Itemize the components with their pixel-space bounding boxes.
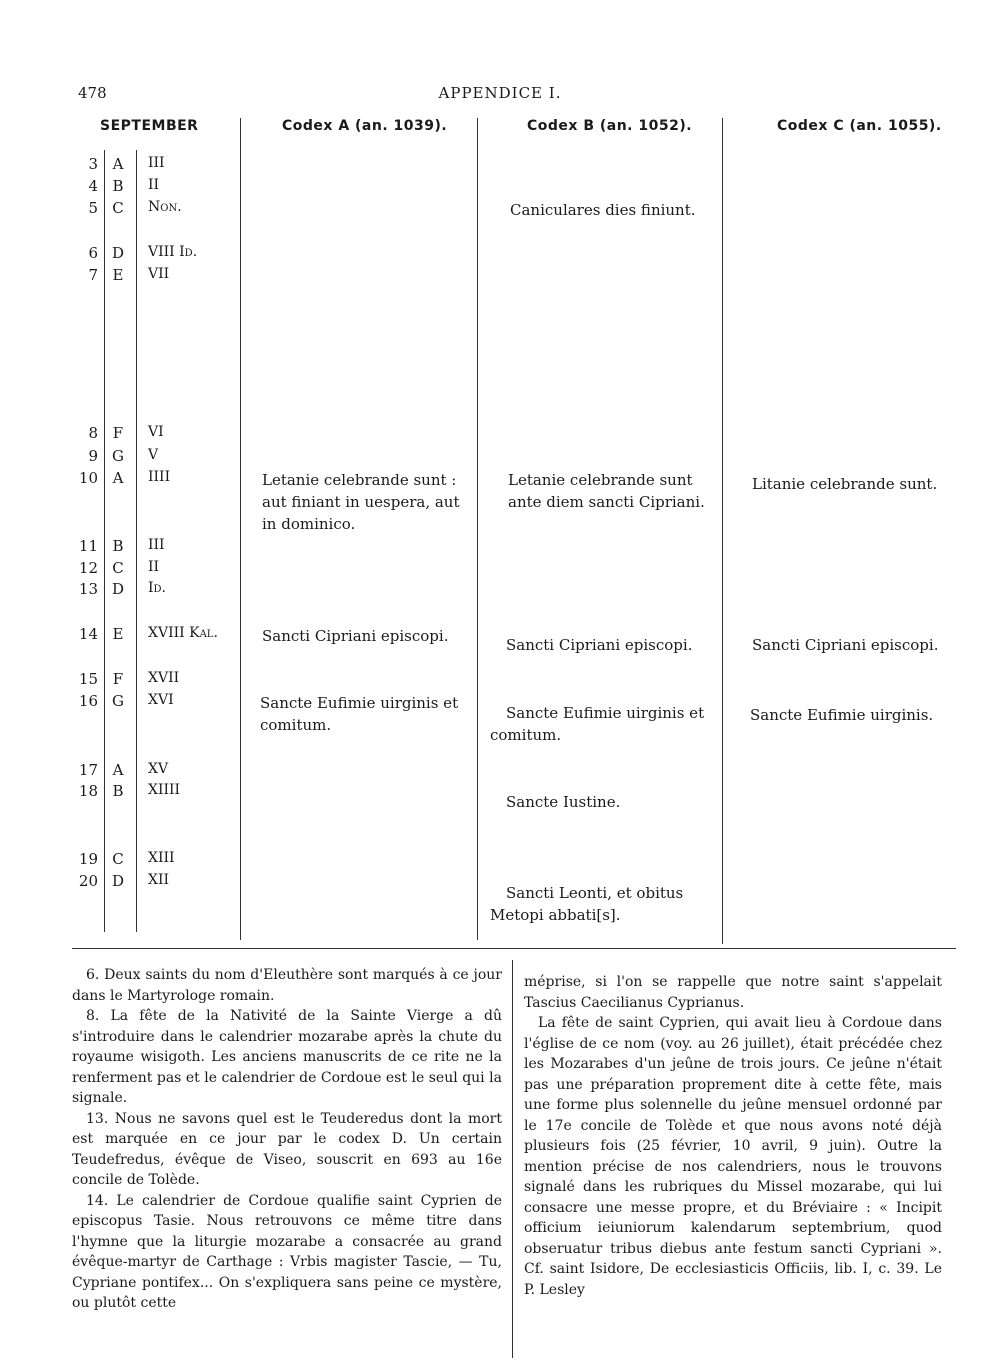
dominical-letter: C: [112, 559, 124, 577]
codex-c-entry-16: Sancte Eufimie uirginis.: [750, 706, 934, 724]
day-number: 4: [88, 177, 98, 195]
calendar-row: [76, 692, 256, 714]
day-number: 12: [78, 559, 98, 577]
codex-b-entry-5: Caniculares dies finiunt.: [510, 201, 696, 219]
footnote-14-paragraph: La fête de saint Cyprien, qui avait lieu à Cordoue dans l'église de ce nom (voy. au 26 juillet), était précédée chez les Mozarabes d'un jeûne de trois jours. Ce jeûne n'était pas une préparation proprement dite à cette fête, mais une forme plus solennelle du jeûne mensuel ordonné par le 17e concile de Tolède et que nous avons noté déjà plusieurs fois (25 février, 10 avril, 9 juin). Outre la mention précise de nos calendriers, nous le trouvons signalé dans les rubriques du Missel mozarabe, qui lui consacre une messe propre, et du Bréviaire : « Incipit officium ieiuniorum kalendarum septembrium, quod obseruatur tribus diebus ante festum sancti Cypriani ». Cf. saint Isidore, De ecclesiasticis Officiis, lib. I, c. 39. Le P. Lesley: [524, 1015, 942, 1298]
roman-date: II: [148, 177, 160, 193]
codex-c-entry-10: Litanie celebrande sunt.: [752, 475, 938, 493]
dominical-letter: A: [112, 761, 124, 779]
calendar-row: [76, 424, 256, 446]
dominical-letter: D: [111, 872, 125, 890]
codex-a-entry-10: Letanie celebrande sunt : aut finiant in uespera, aut in dominico.: [262, 471, 460, 533]
footnote-13: 13. Nous ne savons quel est le Teuderedus dont la mort est marquée en ce jour par le codex D. Un certain Teudefredus, évêque de Viseo, souscrit en 693 au 16e concile de Tolède.: [72, 1110, 502, 1188]
calendar-row: [76, 872, 256, 894]
dominical-letter: B: [112, 782, 124, 800]
codex-b-entry-18: Sancte Iustine.: [506, 793, 621, 811]
dominical-letter: A: [112, 469, 124, 487]
day-number: 8: [88, 424, 98, 442]
calendar-row: [76, 537, 256, 559]
footnote-6: 6. Deux saints du nom d'Eleuthère sont marqués à ce jour dans le Martyrologe romain.: [72, 967, 502, 1004]
day-number: 15: [78, 670, 98, 688]
dominical-letter: C: [112, 850, 124, 868]
footnotes-left: [72, 965, 502, 1314]
calendar-row: [76, 447, 256, 469]
roman-date: III: [148, 155, 165, 171]
roman-date: II: [148, 559, 160, 575]
rule-vertical-codex-b: [477, 118, 478, 940]
dominical-letter: F: [112, 424, 124, 442]
roman-date: VI: [148, 424, 164, 440]
roman-date: XIIII: [148, 782, 181, 798]
codex-c-entry-14: Sancti Cipriani episcopi.: [752, 636, 939, 654]
codex-a-entry-16: Sancte Eufimie uirginis et comitum.: [260, 694, 459, 734]
dominical-letter: G: [112, 692, 124, 710]
day-number: 6: [88, 244, 98, 262]
calendar-row: [76, 266, 256, 288]
dominical-letter: B: [112, 537, 124, 555]
calendar-row: [76, 625, 256, 647]
roman-date: VIII Id.: [148, 244, 198, 260]
column-header-codex-a: Codex A (an. 1039).: [282, 118, 448, 134]
calendar-row: [76, 782, 256, 804]
roman-date: VII: [148, 266, 170, 282]
day-number: 16: [78, 692, 98, 710]
roman-date: IIII: [148, 469, 171, 485]
day-number: 10: [78, 469, 98, 487]
day-number: 3: [88, 155, 98, 173]
day-number: 11: [78, 537, 98, 555]
dominical-letter: D: [111, 580, 125, 598]
roman-date: Id.: [148, 580, 166, 596]
roman-date: XVIII Kal.: [148, 625, 218, 641]
day-number: 20: [78, 872, 98, 890]
codex-b-entry-10: Letanie celebrande sunt ante diem sancti Cipriani.: [508, 471, 705, 511]
column-header-month: SEPTEMBER: [100, 118, 199, 134]
codex-a-entry-14: Sancti Cipriani episcopi.: [262, 627, 449, 645]
day-number: 14: [78, 625, 98, 643]
codex-b-entry-14: Sancti Cipriani episcopi.: [506, 636, 693, 654]
dominical-letter: E: [112, 625, 124, 643]
footnote-14: 14. Le calendrier de Cordoue qualifie saint Cyprien de episcopus Tasie. Nous retrouvons ce même titre dans l'hymne que la liturgie mozarabe a consacrée au grand évêque-martyr de Carthage : Vrbis magister Tascie, — Tu, Cypriane pontifex... On s'expliquera sans peine ce mystère, ou plutôt cette: [72, 1192, 502, 1311]
column-header-codex-c: Codex C (an. 1055).: [777, 118, 942, 134]
calendar-row: [76, 580, 256, 602]
calendar-row: [76, 850, 256, 872]
day-number: 5: [88, 199, 98, 217]
dominical-letter: G: [112, 447, 124, 465]
calendar-row: [76, 199, 256, 221]
calendar-row: [76, 469, 256, 491]
dominical-letter: A: [112, 155, 124, 173]
calendar-row: [76, 244, 256, 266]
footnote-8: 8. La fête de la Nativité de la Sainte Vierge a dû s'introduire dans le calendrier mozarabe après la chute du royaume wisigoth. Les anciens manuscrits de ce rite ne la renferment pas et le calendrier de Cordoue est le seul qui la signale.: [72, 1008, 502, 1106]
dominical-letter: F: [112, 670, 124, 688]
roman-date: XIII: [148, 850, 175, 866]
roman-date: III: [148, 537, 165, 553]
dominical-letter: C: [112, 199, 124, 217]
day-number: 18: [78, 782, 98, 800]
day-number: 7: [88, 266, 98, 284]
roman-date: V: [148, 447, 159, 463]
footnote-14-continued: méprise, si l'on se rappelle que notre saint s'appelait Tascius Caecilianus Cyprianus.: [524, 974, 942, 1011]
roman-date: XVI: [148, 692, 174, 708]
day-number: 9: [88, 447, 98, 465]
codex-b-entry-20: Sancti Leonti, et obitus Metopi abbati[s].: [490, 884, 684, 924]
roman-date: XVII: [148, 670, 180, 686]
day-number: 19: [78, 850, 98, 868]
calendar-row: [76, 155, 256, 177]
dominical-letter: B: [112, 177, 124, 195]
dominical-letter: E: [112, 266, 124, 284]
calendar-row: [76, 761, 256, 783]
calendar-row: [76, 177, 256, 199]
rule-vertical-codex-a: [240, 118, 241, 940]
codex-b-entry-16: Sancte Eufimie uirginis et comitum.: [490, 704, 705, 744]
roman-date: XII: [148, 872, 170, 888]
rule-footnote-divider: [512, 960, 513, 1358]
day-number: 17: [78, 761, 98, 779]
roman-date: XV: [148, 761, 169, 777]
roman-date: Non.: [148, 199, 182, 215]
rule-vertical-codex-c: [722, 118, 723, 944]
rule-table-bottom: [72, 948, 956, 949]
column-header-codex-b: Codex B (an. 1052).: [527, 118, 693, 134]
dominical-letter: D: [111, 244, 125, 262]
calendar-row: [76, 559, 256, 581]
calendar-row: [76, 670, 256, 692]
footnotes-right: [524, 972, 942, 1300]
running-title: APPENDICE I.: [438, 84, 562, 102]
day-number: 13: [78, 580, 98, 598]
page-number: 478: [78, 84, 107, 102]
